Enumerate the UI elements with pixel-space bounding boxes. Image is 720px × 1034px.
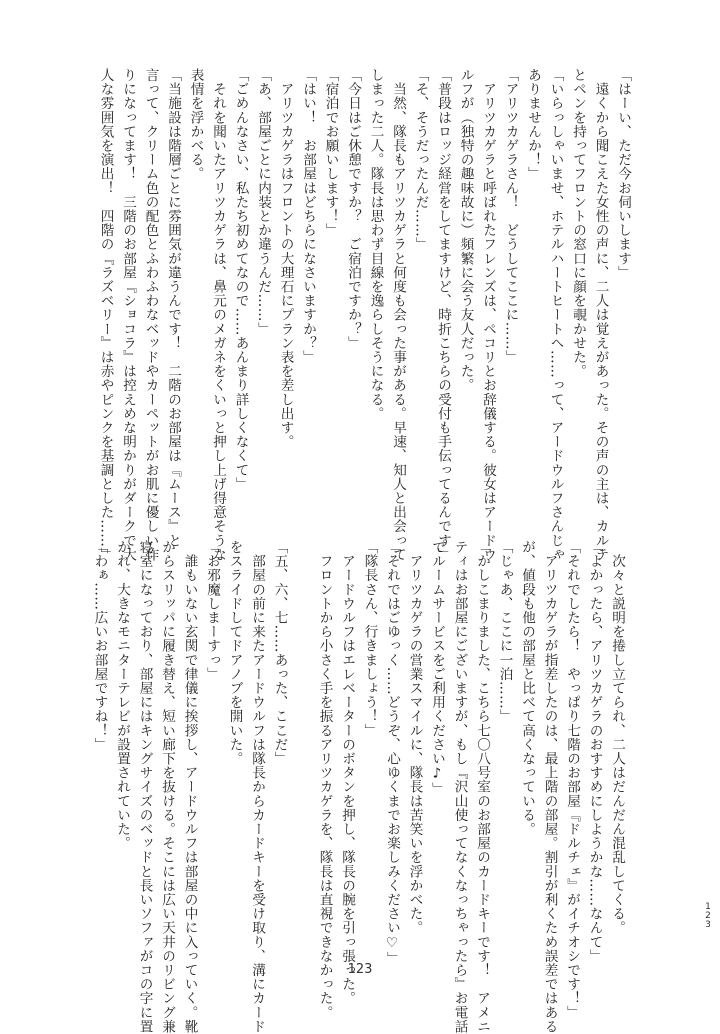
text-line: 寝室になっており、部屋にはキングサイズのベッドと長いソファがコの字に置: [136, 540, 153, 1034]
text-line: 表情を浮かべる。: [187, 68, 204, 181]
text-line: をスライドしてドアノブを開いた。: [226, 540, 243, 766]
side-page-digit: 3: [705, 920, 711, 930]
text-line: 「宿泊でお願いします！」: [322, 68, 339, 238]
text-line: 「お邪魔しまーすっ」: [204, 540, 220, 681]
text-line: ティはお部屋にございますが、もし『沢山使ってなくなっちゃったら』お電話: [451, 540, 468, 1034]
text-line: 「五、六、七……あった、ここだ」: [271, 540, 288, 766]
text-line: 「隊長さん、行きましょう！」: [361, 540, 378, 738]
text-line: アードウルフはエレベーターのボタンを押し、隊長の腕を引っ張った。: [339, 540, 355, 1006]
text-line: 「今日はご休憩ですか？ ご宿泊ですか？」: [345, 68, 361, 350]
text-block-upper: [74, 68, 634, 562]
text-line: フロントから小さく手を振るアリツカゲラを、隊長は直視できなかった。: [316, 540, 333, 1020]
text-line: 「あ、部屋ごとに内装とか違うんだ……」: [255, 68, 271, 336]
text-line: 「わぁ……広いお部屋ですね！」: [91, 540, 108, 752]
text-line: りになってます！ 三階のお部屋『ショコラ』は控えめな明かりがダークで大: [120, 68, 136, 562]
scene-break: [291, 540, 314, 980]
text-line: それを聞いたアリツカゲラは、鼻元のメガネをくいっと押し上げ得意そうな: [210, 68, 226, 562]
text-line: が、値段も他の部屋と比べて高くなっている。: [519, 540, 535, 837]
side-page-digit: 2: [705, 911, 711, 921]
text-line: 部屋の前に来たアードウルフは隊長からカードキーを受け取り、溝にカード: [249, 540, 265, 1034]
text-line: 「いらっしゃいませ、ホテルハートヒートへ……って、アードウルフさんじゃ: [547, 68, 564, 562]
page-number: 123: [347, 962, 373, 977]
text-line: アリツカゲラの営業スマイルに、隊長は苦笑いを浮かべた。: [406, 540, 423, 935]
text-block-lower: [58, 540, 628, 1034]
text-line: 誰もいない玄関で律儀に挨拶し、アードウルフは部屋の中に入っていく。靴: [181, 540, 198, 1034]
text-line: からスリッパに履き替え、短い廊下を抜ける。そこには広い天井のリビング兼: [159, 540, 175, 1034]
text-line: アリツカゲラと呼ばれたフレンズは、ペコリとお辞儀する。彼女はアードウ: [480, 68, 496, 562]
text-line: アリツカゲラが指差したのは、最上階の部屋。割引が利くため誤差ではある: [541, 540, 558, 1034]
text-line: 遠くから聞こえた女性の声に、二人は覚えがあった。その声の主は、カルテ: [592, 68, 609, 562]
side-page-digit: 1: [705, 902, 711, 912]
side-page-number: [702, 903, 714, 930]
text-line: 「じゃあ、ここに一泊……」: [496, 540, 513, 724]
text-line: でルームサービスをご利用ください♪」: [429, 540, 445, 797]
text-line: 「そ、そうだったんだ……」: [412, 68, 429, 252]
text-line: しまった二人。隊長は思わず目線を逸らしそうになる。: [367, 68, 384, 421]
text-line: とペンを持ってフロントの窓口に顔を覗かせた。: [570, 68, 586, 379]
text-line: 言って、クリーム色の配色とふわふわなベッドやカーペットがお肌に優しい作: [142, 68, 159, 562]
text-line: 「それではごゆっく……どうぞ、心ゆくまでお楽しみください♡」: [384, 540, 400, 966]
text-line: 「ごめんなさい、私たち初めてなので……あんまり詳しくなくて」: [232, 68, 249, 491]
text-line: ありませんか！」: [525, 68, 541, 181]
text-line: 「アリツカゲラさん！ どうしてここに……」: [502, 68, 519, 365]
text-line: 「当施設は階層ごとに雰囲気が違うんです！ 二階のお部屋は『ムース』と: [165, 68, 181, 548]
text-line: 人な雰囲気を演出！ 四階の『ラズベリー』は赤やピンクを基調とした……」: [97, 68, 114, 562]
text-line: 「かしこまりました、こちら七〇八号室のお部屋のカードキーです！ アメニ: [474, 540, 490, 1034]
text-line: 当然、隊長もアリツカゲラと何度も会った事がある。早速、知人と出会って: [390, 68, 406, 562]
text-line: 「よかったら、アリツカゲラのおすすめにしようかな……なんて」: [586, 540, 603, 963]
text-line: 「それでしたら！ やっぱり七階のお部屋『ドルチェ』がイチオシです！」: [564, 540, 580, 1020]
text-line: 次々と説明を捲し立てられ、二人はだんだん混乱してくる。: [609, 540, 625, 935]
text-line: ルフが（独特の趣味故に）頻繁に会う友人だった。: [457, 68, 474, 393]
text-line: かれ、大きなモニターテレビが設置されていた。: [114, 540, 130, 851]
text-line: 「はーい、ただ今お伺いします」: [615, 68, 631, 280]
text-line: 「普段はロッジ経営をしてますけど、時折こちらの受付も手伝ってるんです」: [435, 68, 451, 562]
text-line: アリツカゲラはフロントの大理石にプラン表を差し出す。: [277, 68, 294, 449]
text-line: 「はい！ お部屋はどちらになさいますか？」: [300, 68, 316, 365]
